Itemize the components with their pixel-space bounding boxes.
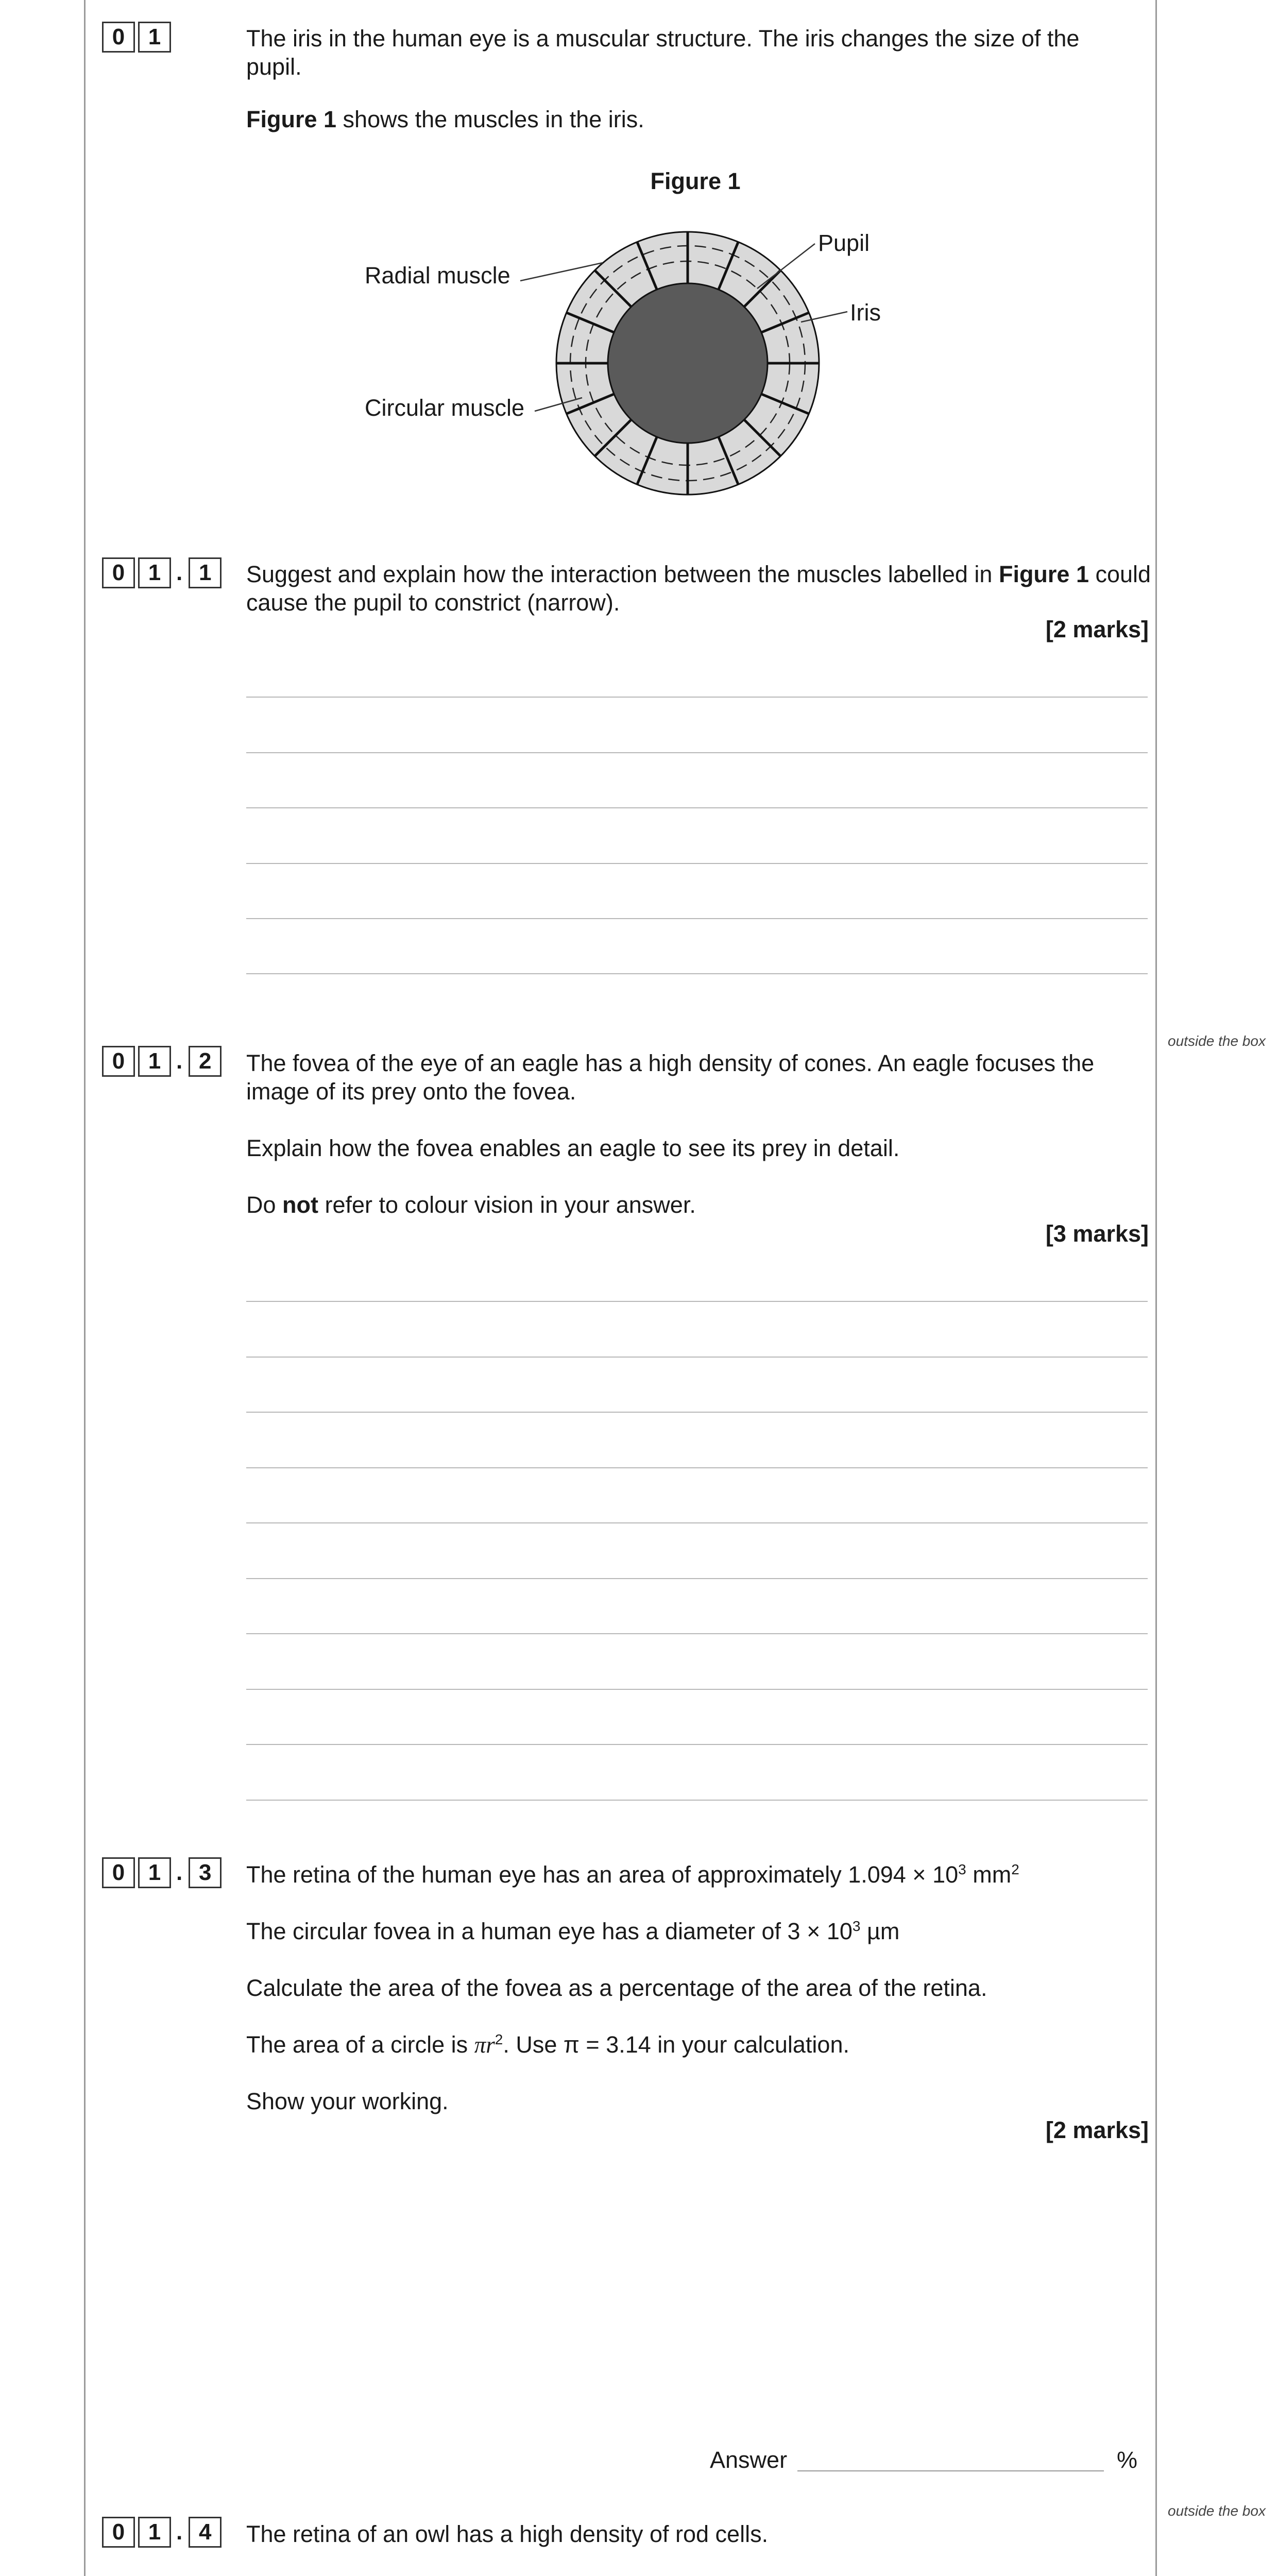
answer-input-line[interactable] bbox=[797, 2470, 1104, 2471]
answer-line bbox=[246, 1522, 1148, 1523]
q01-3-p2-exponent: 3 bbox=[852, 1918, 861, 1934]
decimal-point: . bbox=[176, 560, 183, 586]
answer-line bbox=[246, 1412, 1148, 1413]
q01-3-p4-a: The area of a circle is bbox=[246, 2031, 474, 2058]
q01-1-question bbox=[246, 561, 1153, 617]
digit-box: 1 bbox=[189, 557, 221, 588]
q01-2-marks: [3 marks] bbox=[1045, 1221, 1149, 1247]
decimal-point: . bbox=[176, 1860, 183, 1886]
outside-box-note: outside the box bbox=[1168, 1033, 1266, 1049]
outside-box-note: outside the box bbox=[1168, 2503, 1266, 2519]
q01-3-p1-a: The retina of the human eye has an area of approximately 1.094 × 10 bbox=[246, 1861, 959, 1888]
answer-line bbox=[246, 697, 1148, 698]
digit-box: 3 bbox=[189, 1857, 221, 1888]
q01-3-marks: [2 marks] bbox=[1045, 2117, 1149, 2143]
digit-box: 0 bbox=[102, 557, 135, 588]
digit-box: 2 bbox=[189, 1046, 221, 1077]
digit-box: 1 bbox=[138, 1857, 171, 1888]
q01-2-paragraph-2: Explain how the fovea enables an eagle to see its prey in detail. bbox=[246, 1135, 900, 1161]
digit-box: 4 bbox=[189, 2517, 221, 2548]
q01-3-p4-r: r bbox=[486, 2032, 495, 2058]
q01-1-text-a: Suggest and explain how the interaction between the muscles labelled in bbox=[246, 561, 999, 587]
q01-2-p3-bold: not bbox=[282, 1192, 318, 1218]
answer-line bbox=[246, 918, 1148, 919]
q01-3-paragraph-5: Show your working. bbox=[246, 2088, 449, 2114]
label-iris: Iris bbox=[850, 299, 881, 326]
answer-line bbox=[246, 1301, 1148, 1302]
q01-1-marks: [2 marks] bbox=[1045, 616, 1149, 642]
q01-3-p2-unit: µm bbox=[860, 1918, 900, 1944]
q01-4-paragraph-1: The retina of an owl has a high density of rod cells. bbox=[246, 2521, 769, 2547]
q01-1-text-b: could cause the pupil to constrict (narrow). bbox=[246, 561, 1151, 616]
digit-box: 0 bbox=[102, 22, 135, 53]
q01-3-p4-pi: π bbox=[474, 2032, 486, 2058]
question-number-01-4 bbox=[102, 2517, 225, 2548]
figure-ref: Figure 1 bbox=[246, 106, 337, 132]
q01-2-p3-b: refer to colour vision in your answer. bbox=[318, 1192, 696, 1218]
label-circular-muscle: Circular muscle bbox=[365, 395, 525, 421]
q01-3-p4-exponent: 2 bbox=[495, 2031, 503, 2047]
q01-intro: The iris in the human eye is a muscular structure. The iris changes the size of the pupil. bbox=[246, 25, 1080, 80]
answer-line bbox=[246, 1467, 1148, 1468]
q01-3-p1-exponent: 3 bbox=[958, 1861, 966, 1877]
label-radial-muscle: Radial muscle bbox=[365, 262, 510, 289]
q01-2-paragraph-1: The fovea of the eye of an eagle has a high density of cones. An eagle focuses the image of its prey onto the fovea. bbox=[246, 1050, 1095, 1105]
answer-line bbox=[246, 973, 1148, 974]
q01-3-p4-b: . Use π = 3.14 in your calculation. bbox=[503, 2031, 849, 2058]
figure-ref-rest: shows the muscles in the iris. bbox=[336, 106, 644, 132]
q01-1-figure-ref: Figure 1 bbox=[998, 561, 1089, 587]
answer-line bbox=[246, 1578, 1148, 1579]
answer-line bbox=[246, 1800, 1148, 1801]
q01-3-p1-unit-exponent: 2 bbox=[1011, 1861, 1019, 1877]
decimal-point: . bbox=[176, 1048, 183, 1074]
digit-box: 1 bbox=[138, 557, 171, 588]
pupil bbox=[608, 283, 768, 443]
answer-line bbox=[246, 1633, 1148, 1634]
q01-3-paragraph-2 bbox=[246, 1918, 1153, 1946]
q01-2-p3-a: Do bbox=[246, 1192, 283, 1218]
digit-box: 1 bbox=[138, 1046, 171, 1077]
question-number-01-2 bbox=[102, 1046, 225, 1077]
q01-2-paragraph-3 bbox=[246, 1191, 1153, 1219]
answer-unit: % bbox=[1117, 2447, 1138, 2473]
digit-box: 1 bbox=[138, 2517, 171, 2548]
digit-box: 1 bbox=[138, 22, 171, 53]
decimal-point: . bbox=[176, 2519, 183, 2545]
answer-line bbox=[246, 807, 1148, 808]
label-pupil: Pupil bbox=[818, 230, 870, 256]
answer-line bbox=[246, 1689, 1148, 1690]
q01-3-p2-a: The circular fovea in a human eye has a diameter of 3 × 10 bbox=[246, 1918, 853, 1944]
answer-line bbox=[246, 1357, 1148, 1358]
answer-line bbox=[246, 863, 1148, 864]
digit-box: 0 bbox=[102, 1857, 135, 1888]
answer-line bbox=[246, 1744, 1148, 1745]
q01-3-paragraph-4 bbox=[246, 2031, 1153, 2059]
digit-box: 0 bbox=[102, 2517, 135, 2548]
q01-3-paragraph-3: Calculate the area of the fovea as a percentage of the area of the retina. bbox=[246, 1975, 987, 2001]
q01-3-p1-unit: mm bbox=[966, 1861, 1012, 1888]
question-number-01-3 bbox=[102, 1857, 225, 1888]
digit-box: 0 bbox=[102, 1046, 135, 1077]
q01-3-paragraph-1 bbox=[246, 1861, 1153, 1889]
answer-label: Answer bbox=[710, 2447, 788, 2473]
iris-diagram bbox=[0, 0, 1278, 515]
figure-title: Figure 1 bbox=[650, 168, 741, 194]
question-number-01-1 bbox=[102, 557, 225, 588]
answer-line bbox=[246, 752, 1148, 753]
